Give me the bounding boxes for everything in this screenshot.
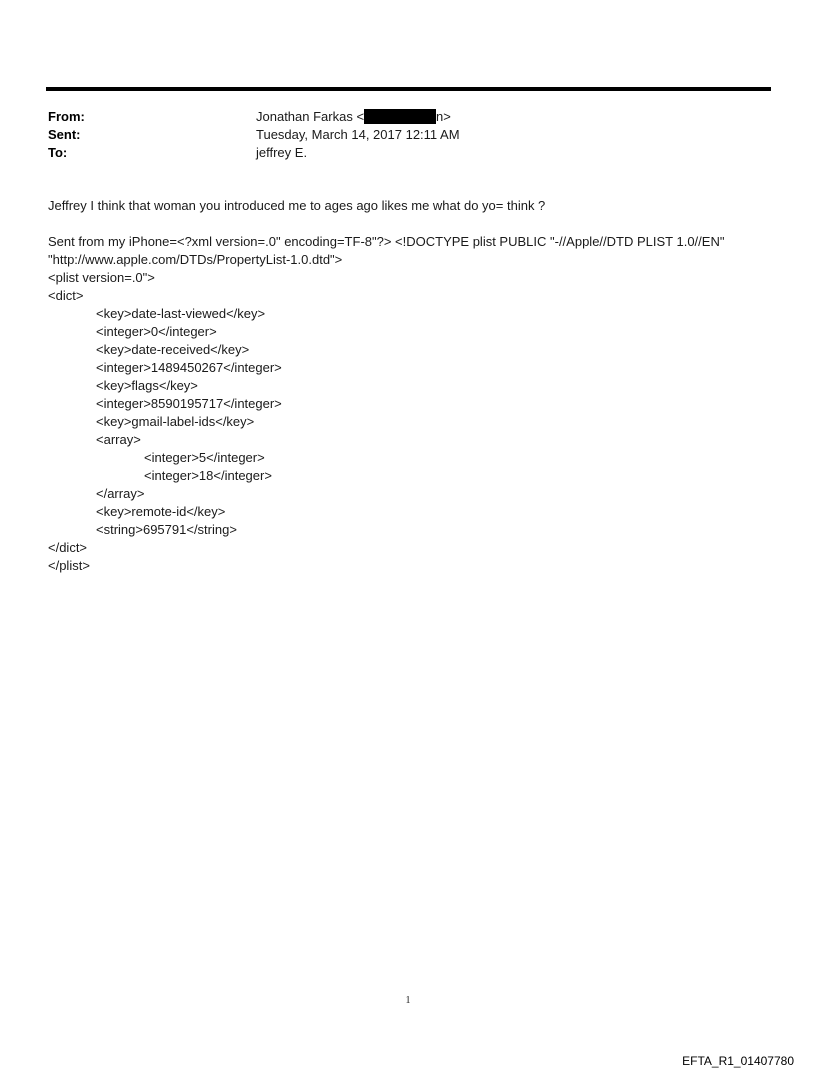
document-id: EFTA_R1_01407780	[682, 1054, 794, 1068]
plist-open: <plist version=.0">	[48, 270, 155, 285]
to-value: jeffrey E.	[256, 145, 308, 160]
plist-item: </array>	[96, 486, 145, 501]
page-number: 1	[405, 995, 411, 1006]
sent-row	[48, 126, 748, 144]
array-item: <integer>5</integer>	[144, 450, 265, 465]
from-suffix: n>	[436, 109, 451, 124]
sent-value: Tuesday, March 14, 2017 12:11 AM	[256, 127, 460, 142]
from-row	[48, 108, 748, 126]
redaction-block	[364, 109, 436, 124]
message-body	[48, 197, 768, 575]
sent-label: Sent:	[48, 127, 81, 142]
plist-item: <key>date-received</key>	[96, 342, 250, 357]
dict-close: </dict>	[48, 540, 88, 555]
plist-item: <integer>8590195717</integer>	[96, 396, 282, 411]
message-line: Jeffrey I think that woman you introduced me to ages ago likes me what do yo= think ?	[48, 198, 546, 213]
header-rule	[46, 87, 771, 91]
to-label: To:	[48, 145, 68, 160]
plist-item: <string>695791</string>	[96, 522, 237, 537]
plist-item: <integer>1489450267</integer>	[96, 360, 282, 375]
plist-item: <array>	[96, 432, 141, 447]
array-item: <integer>18</integer>	[144, 468, 272, 483]
plist-item: <key>remote-id</key>	[96, 504, 226, 519]
plist-item: <key>date-last-viewed</key>	[96, 306, 266, 321]
from-value	[256, 108, 451, 126]
plist-item: <key>gmail-label-ids</key>	[96, 414, 255, 429]
to-row	[48, 144, 748, 162]
signature-line-2: "http://www.apple.com/DTDs/PropertyList-1.0.dtd">	[48, 252, 343, 267]
plist-item: <integer>0</integer>	[96, 324, 217, 339]
plist-close: </plist>	[48, 558, 90, 573]
email-header	[48, 108, 748, 162]
signature-line-1: Sent from my iPhone=<?xml version=.0" encoding=TF-8"?> <!DOCTYPE plist PUBLIC "-//Apple//DTD PLIST 1.0//EN"	[48, 234, 725, 249]
dict-open: <dict>	[48, 288, 84, 303]
from-label: From:	[48, 109, 85, 124]
plist-item: <key>flags</key>	[96, 378, 198, 393]
from-name: Jonathan Farkas <	[256, 109, 365, 124]
